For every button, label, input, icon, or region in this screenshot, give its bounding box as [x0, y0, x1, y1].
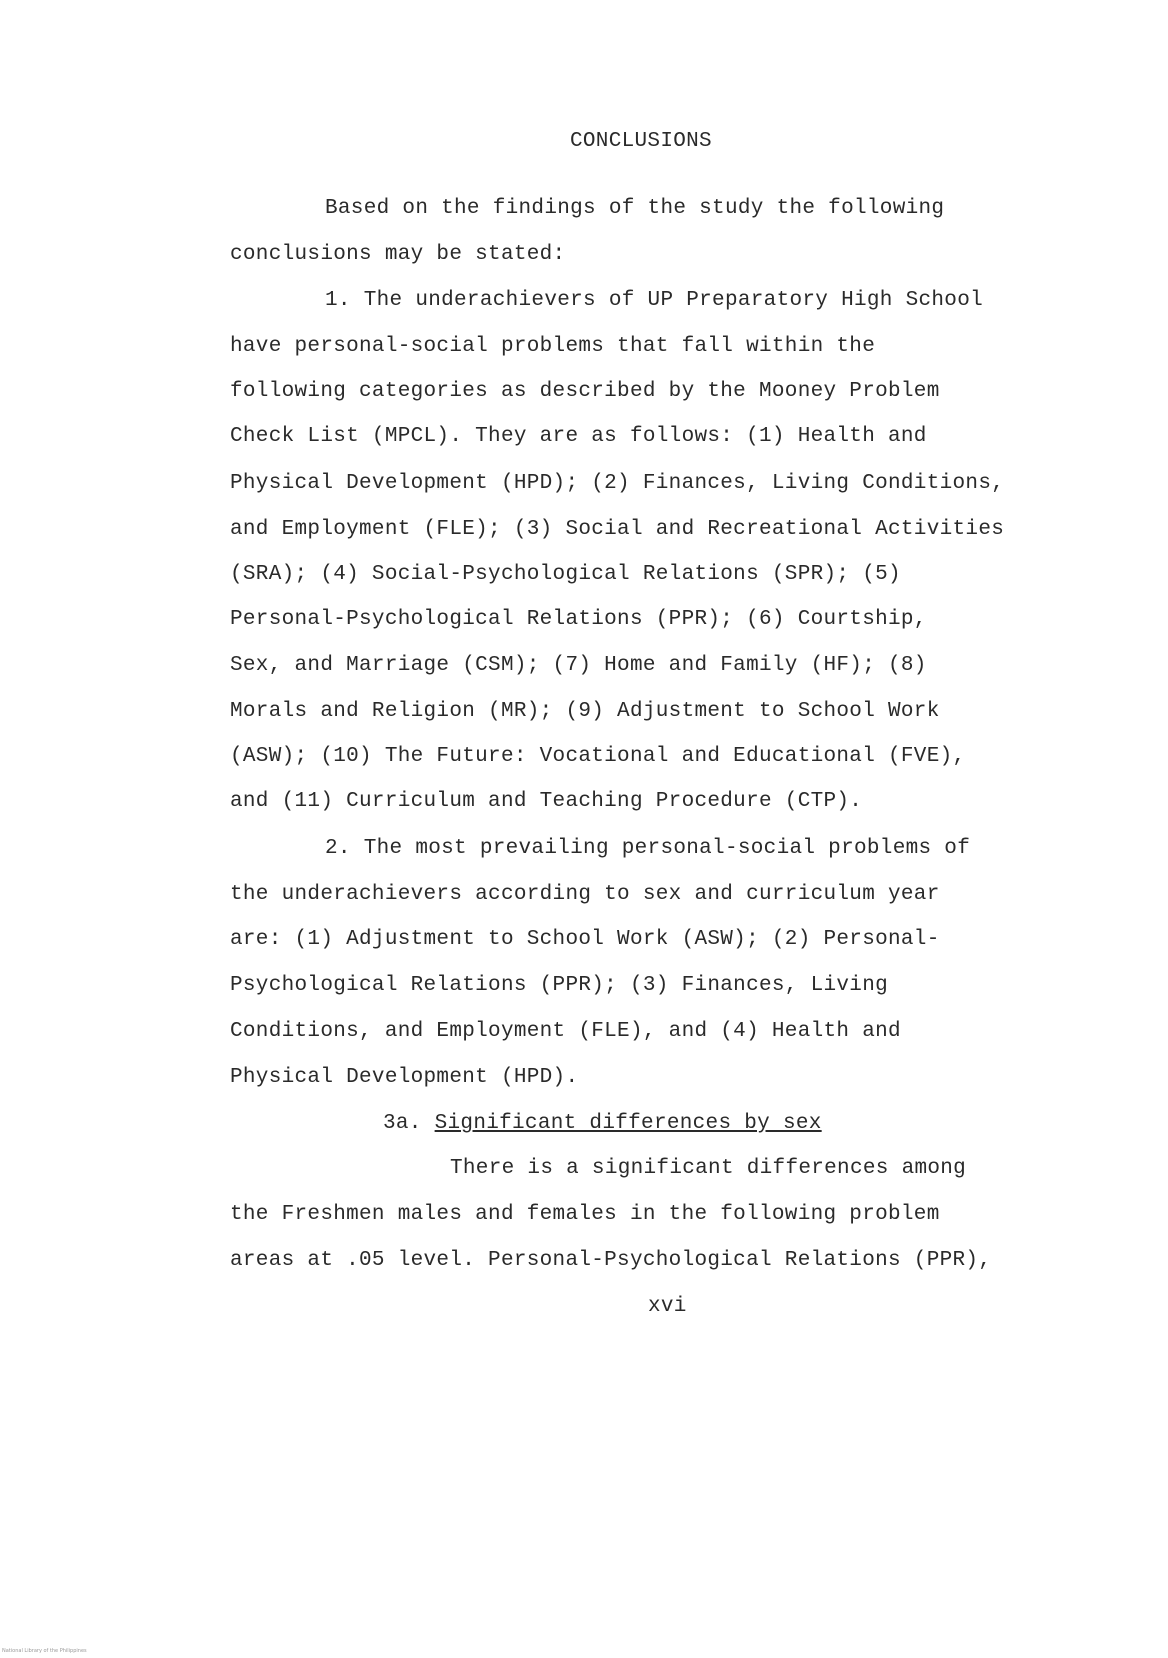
text-line: areas at .05 level. Personal-Psychological Relations (PPR), [230, 1249, 992, 1272]
text-line: (SRA); (4) Social-Psychological Relations (SPR); (5) [230, 563, 901, 586]
text-line: conclusions may be stated: [230, 243, 566, 266]
text-line: 1. The underachievers of UP Preparatory High School [325, 289, 984, 312]
text-line: have personal-social problems that fall within the [230, 335, 876, 358]
text-line: (ASW); (10) The Future: Vocational and Educational (FVE), [230, 745, 966, 768]
page-number: xvi [648, 1295, 687, 1318]
text-line: are: (1) Adjustment to School Work (ASW); (2) Personal- [230, 928, 940, 951]
section-heading-underlined: Significant differences by sex [434, 1112, 822, 1135]
text-line: Personal-Psychological Relations (PPR); (6) Courtship, [230, 608, 927, 631]
text-line: Physical Development (HPD). [230, 1066, 579, 1089]
text-line: Physical Development (HPD); (2) Finances, Living Conditions, [230, 472, 1005, 495]
text-line: Sex, and Marriage (CSM); (7) Home and Family (HF); (8) [230, 654, 927, 677]
text-line: 2. The most prevailing personal-social problems of [325, 837, 971, 860]
text-line: following categories as described by the Mooney Problem [230, 380, 940, 403]
footer-watermark: National Library of the Philippines [2, 1648, 87, 1654]
text-line: and (11) Curriculum and Teaching Procedure (CTP). [230, 790, 863, 813]
text-line: Conditions, and Employment (FLE), and (4) Health and [230, 1020, 901, 1043]
text-line: the underachievers according to sex and curriculum year [230, 883, 940, 906]
text-line: the Freshmen males and females in the following problem [230, 1203, 940, 1226]
text-line: There is a significant differences among [450, 1157, 967, 1180]
text-line: Psychological Relations (PPR); (3) Finances, Living [230, 974, 889, 997]
text-line: Check List (MPCL). They are as follows: (1) Health and [230, 425, 927, 448]
text-line: Based on the findings of the study the following [325, 197, 945, 220]
section-heading: 3a. Significant differences by sex [383, 1112, 822, 1135]
text-line: and Employment (FLE); (3) Social and Recreational Activities [230, 518, 1005, 541]
text-line: Morals and Religion (MR); (9) Adjustment to School Work [230, 700, 940, 723]
page-title: CONCLUSIONS [570, 130, 712, 153]
